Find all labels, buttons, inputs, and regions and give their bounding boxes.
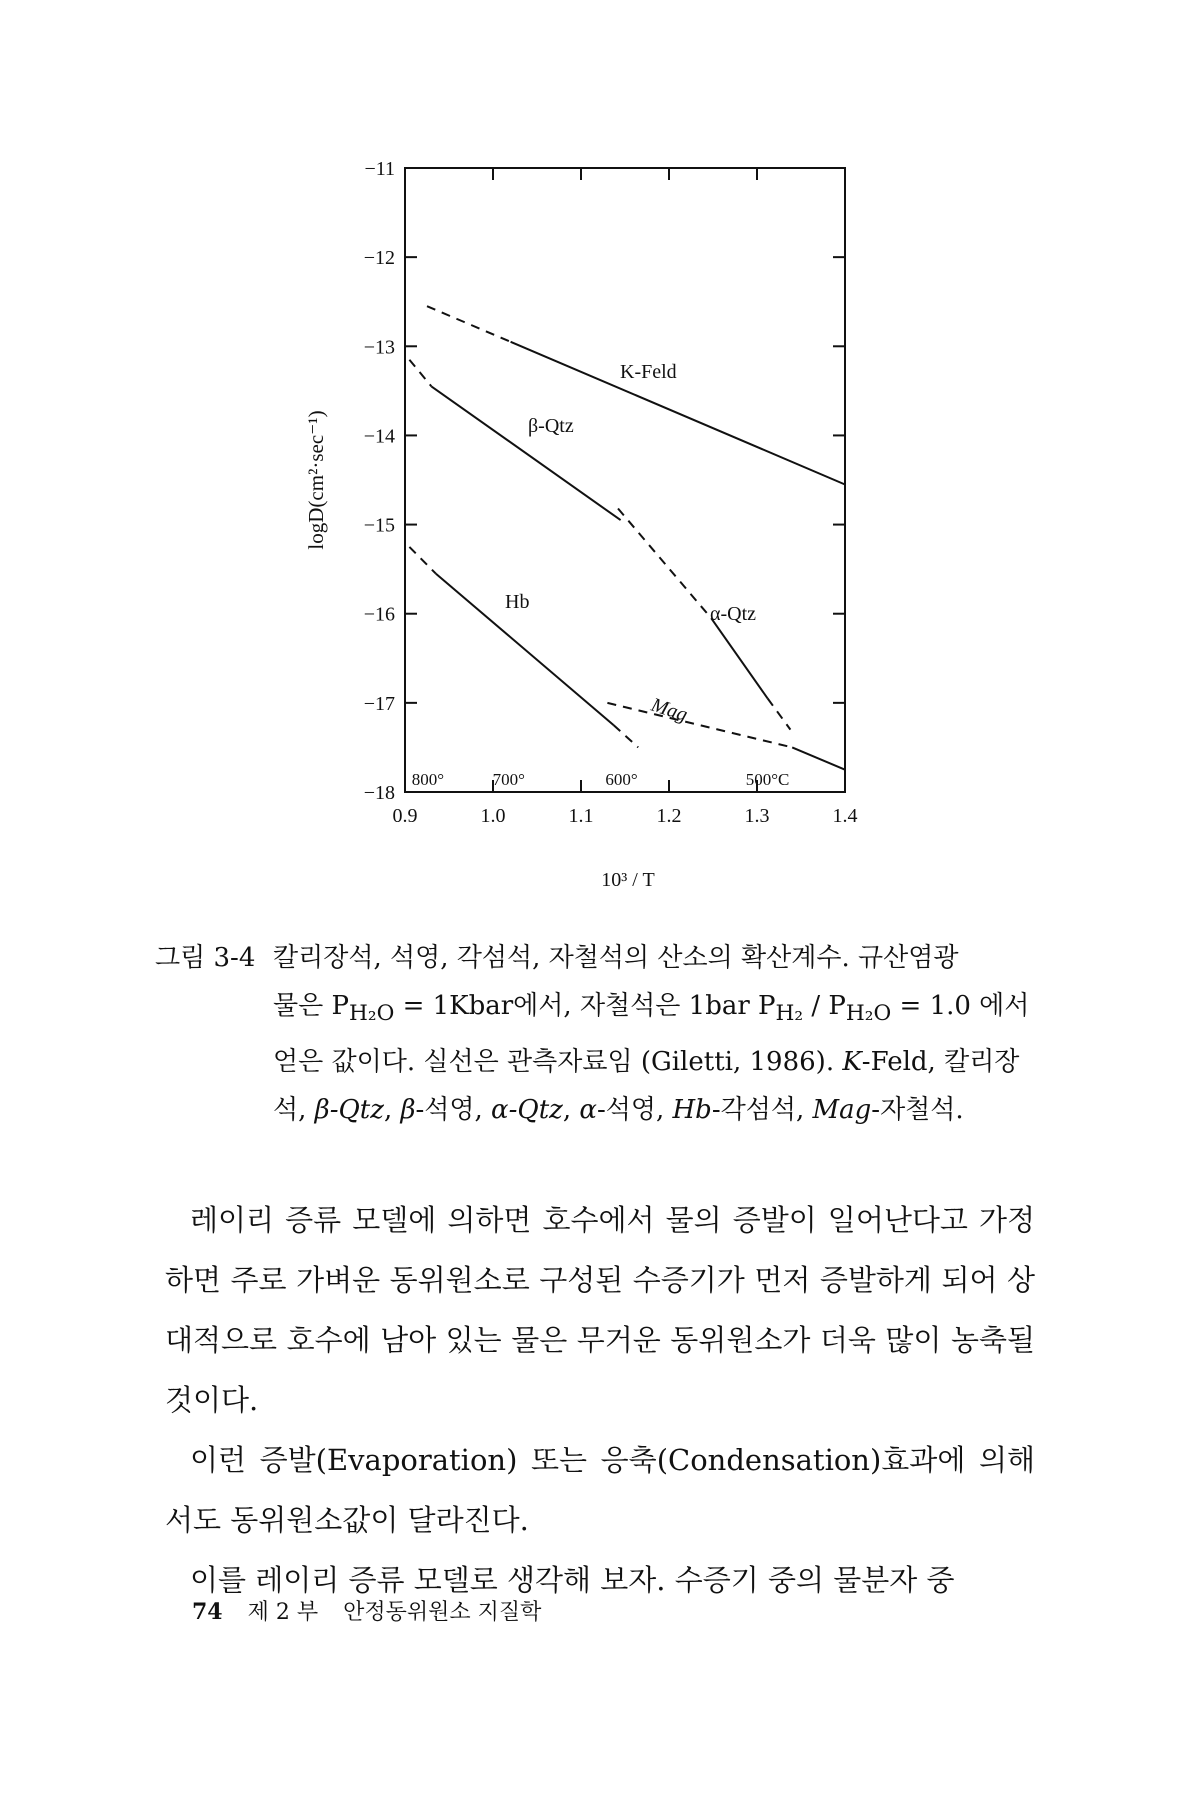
plot-frame [405, 168, 845, 792]
temperature-label: 500°C [745, 770, 790, 789]
x-tick-label: 1.2 [656, 805, 682, 827]
temperature-label: 800° [411, 770, 445, 789]
series-line [711, 618, 767, 698]
y-tick-label: −16 [363, 603, 395, 626]
series-label-aqtz: α-Qtz [710, 603, 757, 625]
series-line [607, 703, 792, 748]
temperature-label: 600° [605, 770, 638, 789]
series-line [409, 360, 431, 387]
series-line [511, 342, 845, 485]
page-footer [192, 1595, 559, 1626]
x-tick-label: 0.9 [392, 805, 418, 827]
series-label-bqtz: β-Qtz [528, 415, 574, 437]
figure-caption [155, 934, 1035, 1134]
temperature-label: 700° [492, 770, 525, 789]
series-line [409, 547, 435, 574]
x-tick-label: 1.4 [832, 805, 858, 827]
paragraph: 레이리 증류 모델에 의하면 호수에서 물의 증발이 일어난다고 가정하면 주로 가벼운 동위원소로 구성된 수증기가 먼저 증발하게 되어 상대적으로 호수에 남아 있는 물은 무거운 동위원소가 더욱 많이 농축될 것이다. [165, 1203, 1035, 1417]
y-tick-label: −14 [363, 425, 395, 448]
y-tick-label: −15 [363, 514, 395, 537]
series-label-kfeld: K-Feld [620, 361, 677, 383]
x-tick-label: 1.0 [480, 805, 506, 827]
caption-line: 석, β-Qtz, β-석영, α-Qtz, α-석영, Hb-각섬석, Mag-자철석. [273, 1095, 964, 1126]
series-label-hb: Hb [505, 591, 530, 613]
series-line [431, 386, 620, 520]
y-tick-label: −11 [364, 158, 395, 180]
x-tick-label: 1.3 [744, 805, 770, 827]
series-line [614, 725, 639, 747]
series-line [427, 306, 511, 342]
paragraph: 이런 증발(Evaporation) 또는 응축(Condensation)효과에 의해서도 동위원소값이 달라진다. [165, 1443, 1035, 1537]
paragraph: 이를 레이리 증류 모델로 생각해 보자. 수증기 중의 물분자 중 [190, 1563, 955, 1597]
caption-line: 얻은 값이다. 실선은 관측자료임 (Giletti, 1986). K-Feld, 칼리장 [273, 1047, 1020, 1078]
x-tick-label: 1.1 [568, 805, 594, 827]
caption-label: 그림 3-4 [155, 943, 256, 973]
y-tick-label: −13 [363, 336, 395, 359]
series-line [768, 698, 791, 729]
body-text [165, 1190, 1035, 1610]
series-label-mag: Mag [648, 693, 691, 727]
y-axis-label: logD(cm²·sec⁻¹) [304, 410, 328, 550]
series-line [792, 747, 845, 769]
part-label: 제 2 부 [247, 1600, 319, 1625]
caption-line: 칼리장석, 석영, 각섬석, 자철석의 산소의 확산계수. 규산염광 [273, 943, 959, 973]
y-tick-label: −18 [363, 782, 395, 804]
caption-line: 물은 $P_{H_2O}$ = 1Kbar에서, 자철석은 1bar $P_{H_2} / P_{H_2O} = 1.0$ 에서 [273, 991, 1030, 1027]
page-number: 74 [192, 1599, 223, 1625]
x-axis-label: 10³ / T [601, 869, 655, 891]
y-tick-label: −17 [363, 692, 395, 715]
y-tick-label: −12 [363, 247, 395, 270]
book-title: 안정동위원소 지질학 [343, 1600, 542, 1625]
series-line [618, 509, 711, 619]
